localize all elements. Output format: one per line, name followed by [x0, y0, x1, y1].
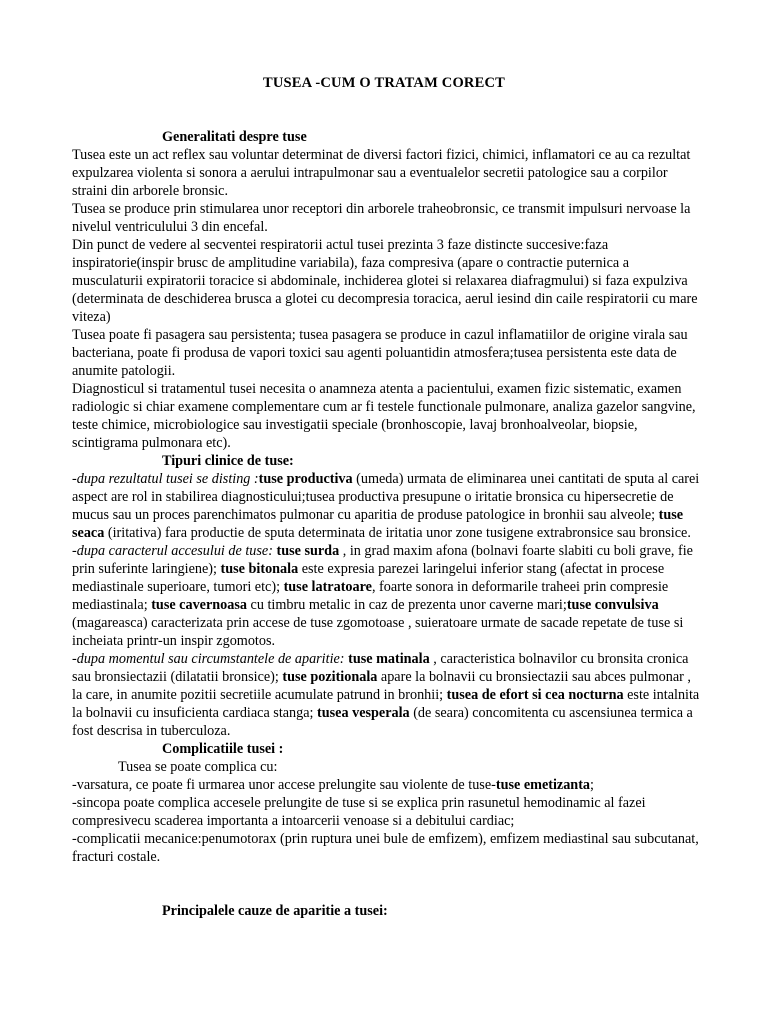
paragraph: Tusea se poate complica cu: [118, 759, 278, 775]
italic-intro: -dupa caracterul accesului de tuse: [72, 543, 273, 559]
text: este intalnita la bolnavii cu insuficienta cardiaca stanga; [72, 687, 700, 721]
text: este expresia parezei laringelui inferior stang (afectat in procese mediastinale superioare, tumori etc); [72, 561, 665, 595]
term: tuse cavernoasa [151, 597, 247, 613]
italic-intro: -dupa rezultatul tusei se disting : [72, 471, 259, 487]
list-item: -sincopa poate complica accesele prelungite de tuse si se explica prin rasunetul hemodinamic al fazei compresivecu scaderea importanta a intoarcerii venoase si a debitului cardiac; [72, 795, 646, 829]
term: tuse emetizanta [495, 777, 591, 793]
paragraph-by-result [72, 470, 702, 542]
paragraph-by-character [72, 542, 702, 650]
text: , caracteristica bolnavilor cu bronsita cronica sau bronsiectazii (dilatatii bronsice); [72, 651, 689, 685]
section-heading-complicatii: Complicatiile tusei : [162, 741, 284, 757]
term: tuse surda [276, 543, 340, 559]
paragraph: Tusea este un act reflex sau voluntar determinat de diversi factori fizici, chimici, inflamatori ce au ca rezultat expulzarea violenta si sonora a aerului intrapulmonar sau a eventualelor secretii patologice sau a corpilor straini din arborele bronsic. [72, 147, 691, 199]
paragraph: Tusea poate fi pasagera sau persistenta; tusea pasagera se produce in cazul inflamatiilor de origine virala sau bacteriana, poate fi produsa de vapori toxici sau agenti poluantidin atmosfera;tusea persistenta este data de anumite patologii. [72, 327, 688, 379]
text: (iritativa) fara productie de sputa determinata de iritatia unor zone tusigene extrabronsice sau bronsice. [104, 525, 691, 541]
term: tuse seaca [72, 507, 684, 541]
paragraph: Tusea se produce prin stimularea unor receptori din arborele traheobronsic, ce transmit impulsuri nervoase la nivelul ventriculului 3 din encefal. [72, 201, 691, 235]
term: tuse pozitionala [282, 669, 378, 685]
text: , in grad maxim afona (bolnavi foarte slabiti cu boli grave, fie prin suferinte laringiene); [72, 543, 693, 577]
list-item [72, 776, 702, 794]
text: (magareasca) caracterizata prin accese de tuse zgomotoase , suieratoare urmate de sacade repetate de tuse si incheiata printr-un inspir zgomotos. [72, 615, 684, 649]
text: (umeda) urmata de eliminarea unei cantitati de sputa al carei aspect are rol in stabilirea diagnosticului;tusea productiva presupune o iritatie bronsica cu hipersecretie de mucus sau un proces parenchimatos pulmonar cu aparitia de produse patologice in bronhii sau alveole; [72, 471, 700, 523]
section-heading-generalitati: Generalitati despre tuse [162, 129, 307, 145]
paragraph: Din punct de vedere al secventei respiratorii actul tusei prezinta 3 faze distincte succesive:faza inspiratorie(inspir brusc de amplitudine variabila), faza compresiva (apare o contractie puternica a musculaturii expiratorii toracice si abdominale, inchiderea glotei si relaxarea diafragmului) si faza expulziva (determinata de deschiderea brusca a glotei cu decompresia toracica, aerul iesind din caile respiratorii cu mare viteza) [72, 237, 698, 325]
term: tusea vesperala [317, 705, 410, 721]
document-title: TUSEA -CUM O TRATAM CORECT [262, 75, 506, 91]
document-body [72, 128, 702, 920]
paragraph-by-moment [72, 650, 702, 740]
text: cu timbru metalic in caz de prezenta unor caverne mari; [246, 597, 567, 613]
text: apare la bolnavii cu bronsiectazii sau abces pulmonar , la care, in anumite pozitii secretiile acumulate patrund in bronhii; [72, 669, 691, 703]
spacer [72, 866, 702, 902]
term: tuse matinala [348, 651, 430, 667]
term: tuse productiva [258, 471, 353, 487]
paragraph: Diagnosticul si tratamentul tusei necesita o anamneza atenta a pacientului, examen fizic sistematic, examen radiologic si chiar examene complementare cum ar fi testele functionale pulmonare, analiza gazelor sangvine, teste chimice, microbiologice sau investigatii speciale (bronhoscopie, lavaj bronhoalveolar, biopsie, scintigrama pulmonara etc). [72, 381, 696, 451]
text: -varsatura, ce poate fi urmarea unor accese prelungite sau violente de tuse- [72, 777, 496, 793]
term: tuse convulsiva [566, 597, 659, 613]
term: tuse bitonala [220, 561, 299, 577]
text: (de seara) concomitenta cu ascensiunea termica a fost descrisa in tuberculoza. [72, 705, 693, 739]
section-heading-cauze: Principalele cauze de aparitie a tusei: [162, 903, 388, 919]
term: tuse latratoare [283, 579, 372, 595]
text: , foarte sonora in deformarile traheei prin compresie mediastinala; [72, 579, 669, 613]
section-heading-tipuri: Tipuri clinice de tuse: [162, 453, 294, 469]
italic-intro: -dupa momentul sau circumstantele de aparitie: [72, 651, 345, 667]
list-item: -complicatii mecanice:penumotorax (prin ruptura unei bule de emfizem), emfizem mediastinal sau subcutanat, fracturi costale. [72, 831, 699, 865]
term: tusea de efort si cea nocturna [446, 687, 624, 703]
text: ; [590, 777, 594, 793]
